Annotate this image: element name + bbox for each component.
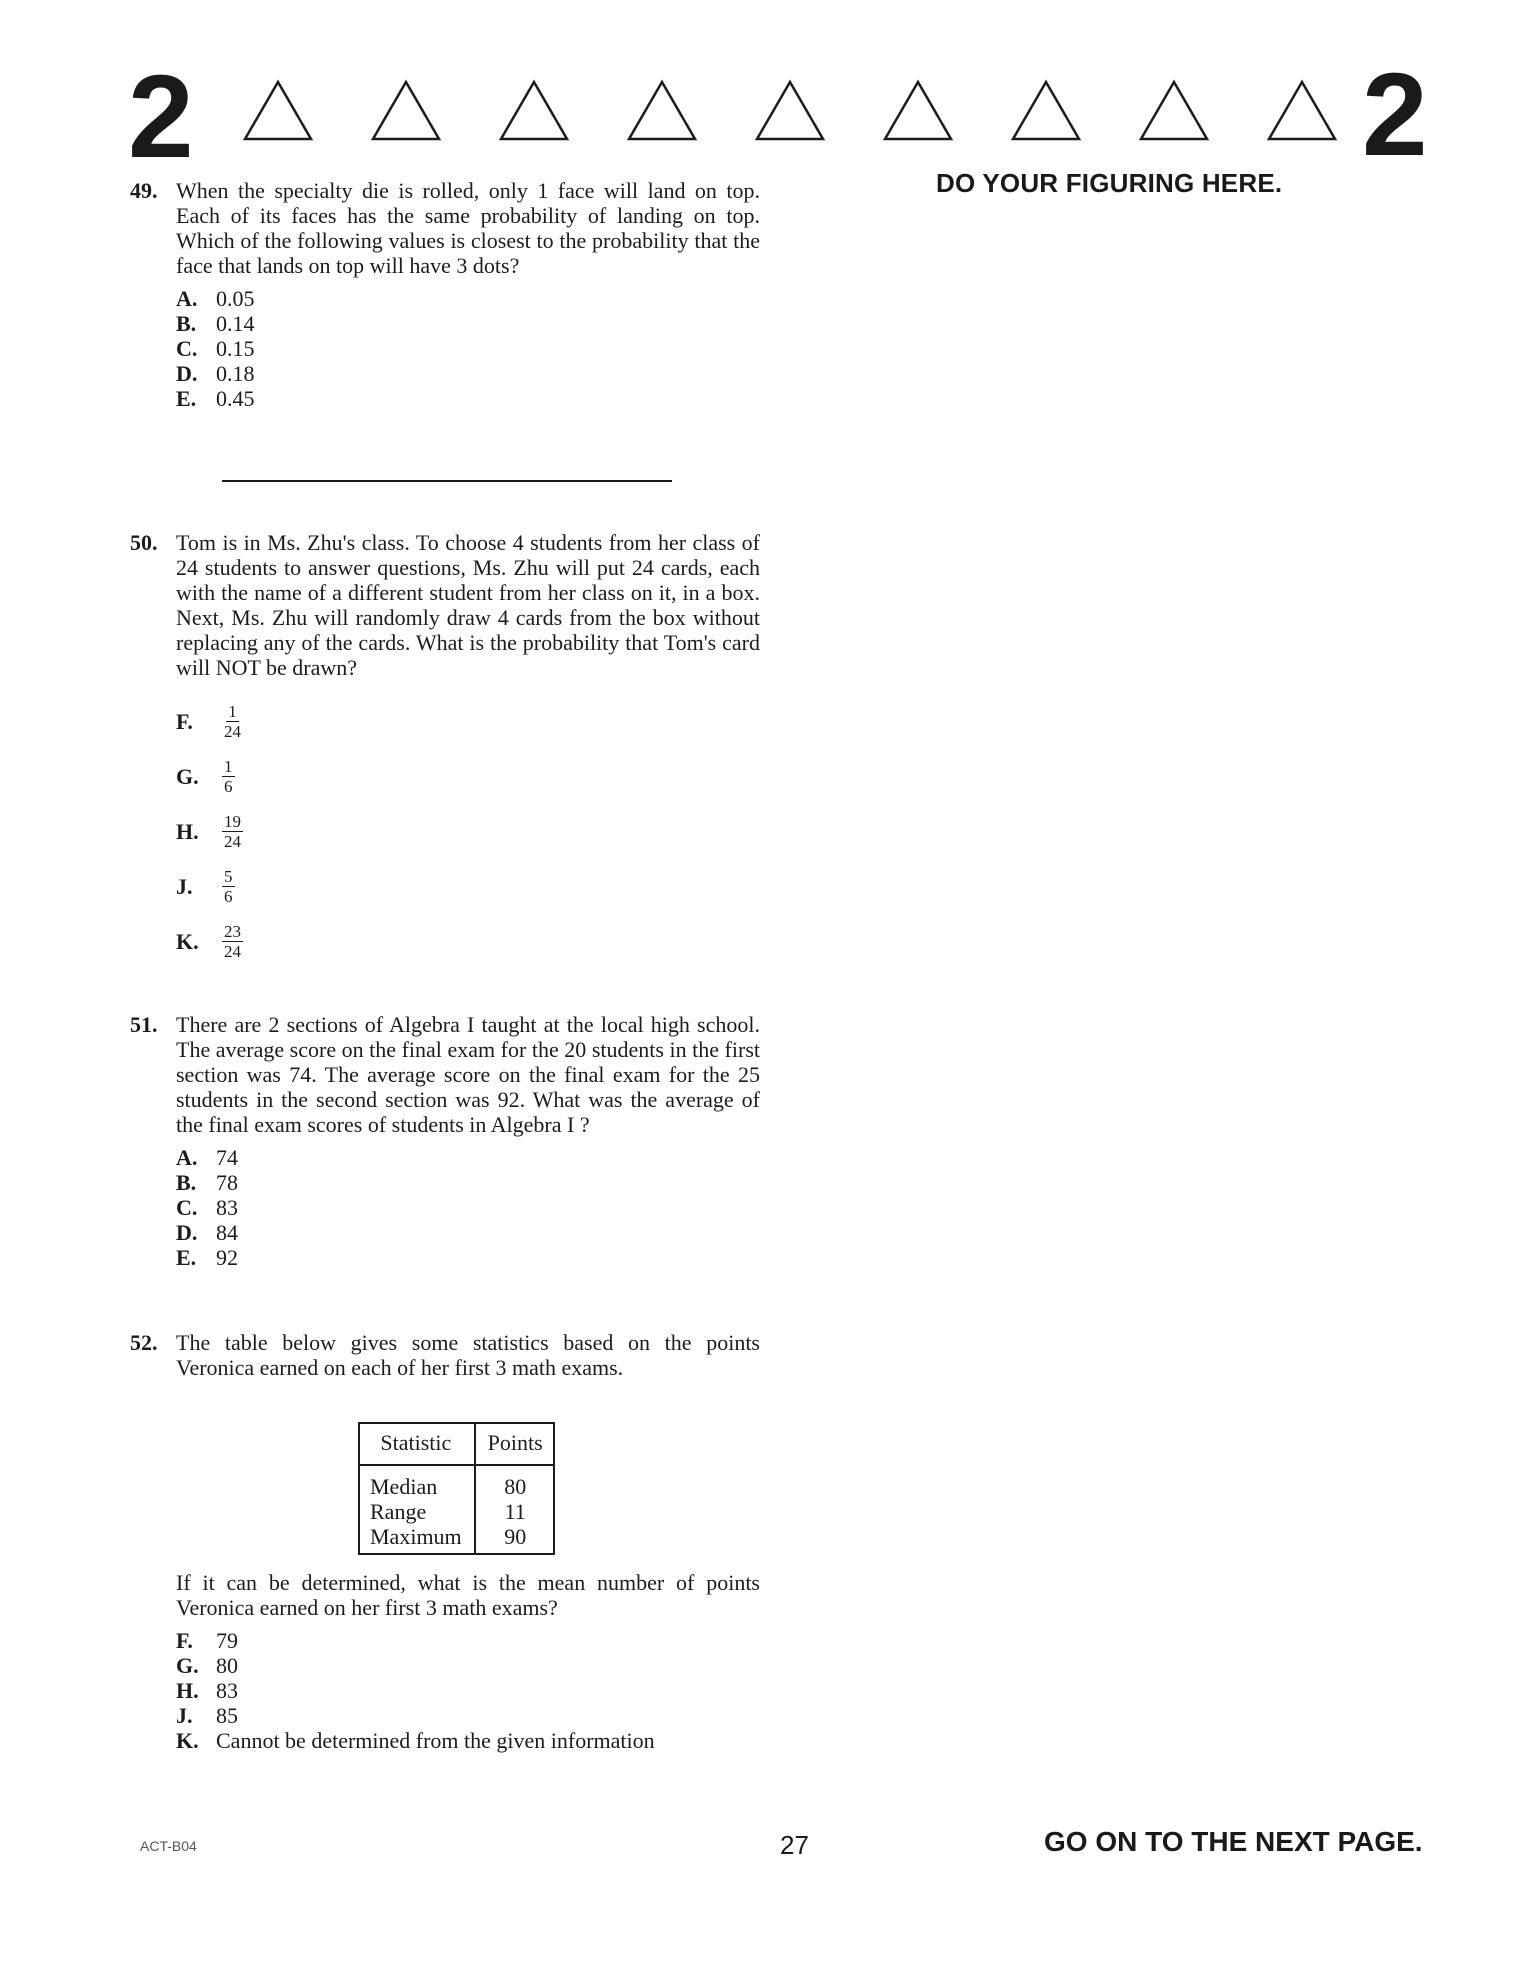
choice-label: D. bbox=[176, 361, 198, 386]
question-text: There are 2 sections of Algebra I taught at the local high school. The average score on the final exam for the 20 students in the first section was 74. The average score on the final exam for the 25 students in the second section was 92. What was the average of the final exam scores of students in Algebra I ? bbox=[176, 1012, 760, 1137]
answer-choice[interactable] bbox=[176, 1170, 760, 1195]
question-number: 51. bbox=[130, 1012, 158, 1037]
choice-value: 74 bbox=[216, 1145, 238, 1170]
question-text: When the specialty die is rolled, only 1 face will land on top. Each of its faces has the same probability of landing on top. Which of the following values is closest to the probability that the face that lands on top will have 3 dots? bbox=[176, 178, 760, 278]
choice-value: 84 bbox=[216, 1220, 238, 1245]
choice-label: B. bbox=[176, 1170, 197, 1195]
fraction bbox=[222, 867, 235, 906]
choice-label: E. bbox=[176, 386, 197, 411]
answer-choice[interactable] bbox=[176, 1220, 760, 1245]
choice-value: 78 bbox=[216, 1170, 238, 1195]
choice-label: J. bbox=[176, 874, 193, 899]
choice-value: 80 bbox=[216, 1653, 238, 1678]
statistics-table bbox=[358, 1422, 555, 1555]
choice-value: 0.05 bbox=[216, 286, 255, 311]
triangle-icon bbox=[1010, 78, 1082, 142]
numerator: 1 bbox=[224, 757, 233, 776]
denominator: 24 bbox=[224, 942, 241, 961]
choice-value: 92 bbox=[216, 1245, 238, 1270]
choice-label: G. bbox=[176, 1653, 199, 1678]
answer-choices bbox=[176, 1628, 760, 1753]
triangle-icon bbox=[1266, 78, 1338, 142]
answer-choice[interactable] bbox=[176, 1245, 760, 1270]
choice-label: D. bbox=[176, 1220, 198, 1245]
answer-choice[interactable] bbox=[176, 1195, 760, 1220]
choice-value: Cannot be determined from the given information bbox=[216, 1728, 655, 1753]
triangle-icon bbox=[626, 78, 698, 142]
question-number: 49. bbox=[130, 178, 158, 203]
denominator: 24 bbox=[224, 722, 241, 741]
choice-label: K. bbox=[176, 1728, 199, 1753]
answer-choice[interactable] bbox=[176, 386, 760, 411]
denominator: 6 bbox=[224, 887, 233, 906]
triangle-icon bbox=[882, 78, 954, 142]
numerator: 5 bbox=[224, 867, 233, 886]
answer-choice[interactable] bbox=[176, 336, 760, 361]
choice-label: C. bbox=[176, 1195, 198, 1220]
triangle-icon bbox=[1138, 78, 1210, 142]
choice-value: 0.45 bbox=[216, 386, 255, 411]
question-followup-text: If it can be determined, what is the mean number of points Veronica earned on her first 3 math exams? bbox=[176, 1570, 760, 1620]
choice-value: 79 bbox=[216, 1628, 238, 1653]
denominator: 24 bbox=[224, 832, 241, 851]
choice-label: A. bbox=[176, 286, 198, 311]
answer-choice[interactable] bbox=[176, 1653, 760, 1678]
section-number-left: 2 bbox=[128, 51, 194, 183]
answer-choice[interactable] bbox=[176, 311, 760, 336]
question-number: 50. bbox=[130, 530, 158, 555]
table-header-cell: Points bbox=[475, 1422, 555, 1465]
choice-label: E. bbox=[176, 1245, 197, 1270]
answer-choices bbox=[176, 694, 760, 969]
numerator: 19 bbox=[224, 812, 241, 831]
answer-choice[interactable] bbox=[176, 859, 760, 914]
choice-label: H. bbox=[176, 1678, 199, 1703]
answer-choice[interactable] bbox=[176, 1678, 760, 1703]
choice-label: K. bbox=[176, 929, 199, 954]
choice-label: C. bbox=[176, 336, 198, 361]
choice-label: G. bbox=[176, 764, 199, 789]
question-text: Tom is in Ms. Zhu's class. To choose 4 students from her class of 24 students to answer questions, Ms. Zhu will put 24 cards, each with the name of a different student from her class on it, in a box. Next, Ms. Zhu will randomly draw 4 cards from the box without replacing any of the cards. What is the probability that Tom's card will NOT be drawn? bbox=[176, 530, 760, 680]
choice-value: 0.14 bbox=[216, 311, 255, 336]
table-cell: 80 bbox=[504, 1474, 527, 1499]
choice-label: H. bbox=[176, 819, 199, 844]
section-number-right: 2 bbox=[1362, 49, 1428, 181]
denominator: 6 bbox=[224, 777, 233, 796]
answer-choice[interactable] bbox=[176, 1728, 760, 1753]
form-code: ACT-B04 bbox=[140, 1838, 197, 1854]
triangle-icon bbox=[242, 78, 314, 142]
choice-label: F. bbox=[176, 709, 193, 734]
answer-choices bbox=[176, 1145, 760, 1270]
table-row bbox=[358, 1524, 555, 1555]
answer-choice[interactable] bbox=[176, 1145, 760, 1170]
answer-choice[interactable] bbox=[176, 361, 760, 386]
choice-label: J. bbox=[176, 1703, 193, 1728]
choice-label: A. bbox=[176, 1145, 198, 1170]
table-header-row bbox=[358, 1422, 555, 1465]
choice-value: 0.18 bbox=[216, 361, 255, 386]
triangle-icon bbox=[754, 78, 826, 142]
answer-choice[interactable] bbox=[176, 694, 760, 749]
figuring-label: DO YOUR FIGURING HERE. bbox=[936, 168, 1283, 198]
table-cell: Range bbox=[358, 1499, 475, 1524]
fraction bbox=[222, 812, 243, 851]
table-cell: 11 bbox=[504, 1499, 526, 1524]
page-number: 27 bbox=[780, 1830, 809, 1860]
fraction bbox=[222, 922, 243, 961]
answer-choice[interactable] bbox=[176, 914, 760, 969]
answer-choice[interactable] bbox=[176, 1628, 760, 1653]
answer-choice[interactable] bbox=[176, 286, 760, 311]
table-row bbox=[358, 1465, 555, 1499]
choice-value: 83 bbox=[216, 1195, 238, 1220]
table-header-cell: Statistic bbox=[358, 1422, 475, 1465]
choice-label: F. bbox=[176, 1628, 193, 1653]
fraction bbox=[222, 702, 243, 741]
table-cell: 90 bbox=[504, 1524, 527, 1549]
choice-label: B. bbox=[176, 311, 197, 336]
table-row bbox=[358, 1499, 555, 1524]
choice-value: 0.15 bbox=[216, 336, 255, 361]
answer-choice[interactable] bbox=[176, 804, 760, 859]
question-52-followup bbox=[130, 1570, 760, 1753]
next-page-label: GO ON TO THE NEXT PAGE. bbox=[1044, 1826, 1423, 1857]
question-49 bbox=[130, 178, 760, 411]
triangle-icon bbox=[498, 78, 570, 142]
fraction bbox=[222, 757, 235, 796]
question-51 bbox=[130, 1012, 760, 1270]
question-50 bbox=[130, 530, 760, 969]
table-cell: Median bbox=[358, 1465, 475, 1499]
choice-value: 85 bbox=[216, 1703, 238, 1728]
answer-choice[interactable] bbox=[176, 1703, 760, 1728]
table-cell: Maximum bbox=[358, 1524, 475, 1555]
answer-choice[interactable] bbox=[176, 749, 760, 804]
question-divider bbox=[222, 480, 672, 482]
answer-choices bbox=[176, 286, 760, 411]
question-number: 52. bbox=[130, 1330, 158, 1355]
triangle-icon bbox=[370, 78, 442, 142]
question-text: The table below gives some statistics based on the points Veronica earned on each of her first 3 math exams. bbox=[176, 1330, 760, 1380]
numerator: 23 bbox=[224, 922, 241, 941]
numerator: 1 bbox=[228, 702, 237, 721]
question-52 bbox=[130, 1330, 760, 1380]
choice-value: 83 bbox=[216, 1678, 238, 1703]
